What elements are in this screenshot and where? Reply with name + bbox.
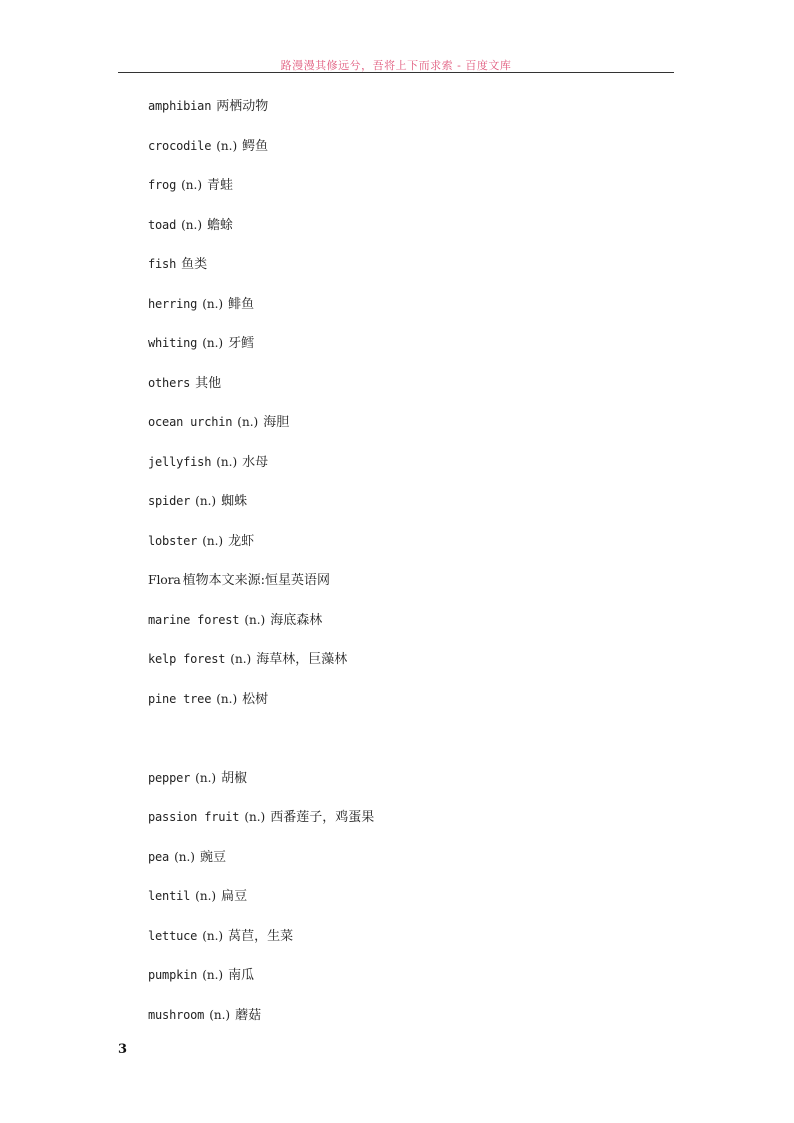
entry-meaning: 水母 (242, 454, 269, 470)
entry-word: jellyfish (148, 454, 212, 469)
entry-word: pine tree (148, 691, 212, 706)
entry-word: passion fruit (148, 810, 240, 824)
vocab-entry (148, 175, 668, 215)
entry-meaning: 南瓜 (228, 968, 255, 983)
entry-pos: (n.) (202, 533, 224, 548)
vocab-entry (148, 1005, 668, 1045)
entry-word: pepper (148, 770, 191, 785)
entry-meaning: 鱼类 (181, 257, 208, 272)
entry-word: amphibian (148, 99, 212, 113)
entry-word: lobster (148, 533, 198, 548)
entry-meaning: 龙虾 (228, 533, 255, 549)
entry-meaning: 蘑菇 (235, 1007, 262, 1023)
entry-meaning: 蜘蛛 (221, 494, 248, 509)
entry-word: fish (148, 257, 177, 271)
entry-pos: (n.) (202, 968, 224, 982)
entry-pos: (n.) (181, 178, 203, 192)
entry-word: pea (148, 849, 170, 864)
entry-word: pumpkin (148, 968, 198, 982)
entry-word: mushroom (148, 1007, 205, 1022)
entry-meaning: 莴苣，生菜 (228, 928, 294, 944)
vocab-entry (148, 333, 668, 373)
entry-meaning: 豌豆 (199, 849, 226, 865)
entry-pos: (n.) (174, 849, 195, 864)
entry-word: kelp forest (148, 652, 226, 666)
entry-word: toad (148, 217, 177, 232)
header-watermark-text: 路漫漫其修远兮，吾将上下而求索 - 百度文库 (280, 59, 512, 72)
vocab-entry (148, 886, 668, 926)
vocabulary-list (148, 96, 668, 1044)
entry-pos: (n.) (244, 810, 266, 824)
entry-pos: (n.) (237, 415, 259, 429)
entry-pos: (n.) (216, 691, 238, 706)
vocab-entry (148, 294, 668, 334)
entry-word: marine forest (148, 612, 240, 627)
entry-word: ocean urchin (148, 415, 233, 429)
entry-word: frog (148, 178, 177, 192)
entry-pos: (n.) (244, 612, 266, 627)
entry-meaning: 海草林，巨藻林 (256, 652, 348, 667)
vocab-entry (148, 531, 668, 571)
page-number: 3 (118, 1042, 128, 1057)
vocab-entry (148, 689, 668, 729)
vocab-entry (148, 965, 668, 1005)
vocab-entry (148, 96, 668, 136)
entry-pos: (n.) (216, 138, 238, 153)
vocab-entry (148, 610, 668, 650)
entry-meaning: 扁豆 (221, 889, 248, 904)
entry-meaning: 胡椒 (221, 770, 248, 786)
entry-meaning: 西番莲子，鸡蛋果 (270, 810, 375, 825)
entry-pos: (n.) (181, 217, 203, 232)
entry-meaning: 青蛙 (207, 178, 234, 193)
entry-word: lettuce (148, 928, 198, 943)
vocab-entry (148, 649, 668, 689)
entry-meaning: 两栖动物 (216, 99, 269, 114)
entry-meaning: 鳄鱼 (242, 138, 269, 154)
vocab-entry (148, 215, 668, 255)
entry-pos: (n.) (195, 770, 217, 785)
entry-meaning: 牙鳕 (228, 336, 255, 351)
vocab-entry (148, 768, 668, 808)
entry-word: lentil (148, 889, 191, 903)
entry-pos: (n.) (230, 652, 252, 666)
entry-pos: (n.) (216, 454, 238, 469)
entry-meaning: 其他 (195, 375, 222, 391)
vocab-entry (148, 491, 668, 531)
entry-word: crocodile (148, 138, 212, 153)
entry-pos: (n.) (195, 494, 217, 508)
vocab-entry (148, 412, 668, 452)
blank-line (148, 728, 668, 768)
vocab-entry (148, 570, 668, 610)
entry-meaning: 海胆 (263, 415, 290, 430)
entry-pos: (n.) (209, 1007, 231, 1022)
entry-word: herring (148, 296, 198, 311)
entry-word: others (148, 375, 191, 390)
entry-word: Flora (148, 572, 181, 587)
vocab-entry (148, 373, 668, 413)
entry-meaning: 植物本文来源:恒星英语网 (182, 573, 331, 588)
vocab-entry (148, 807, 668, 847)
vocab-entry (148, 926, 668, 966)
entry-pos: (n.) (202, 296, 224, 311)
entry-meaning: 蟾蜍 (207, 217, 234, 233)
page-header (118, 54, 674, 73)
vocab-entry (148, 254, 668, 294)
vocab-entry (148, 847, 668, 887)
vocab-entry (148, 452, 668, 492)
entry-pos: (n.) (202, 928, 224, 943)
entry-meaning: 松树 (242, 691, 269, 707)
entry-meaning: 鲱鱼 (228, 296, 255, 312)
vocab-entry (148, 136, 668, 176)
entry-word: spider (148, 494, 191, 508)
entry-word: whiting (148, 336, 198, 350)
entry-pos: (n.) (195, 889, 217, 903)
entry-pos: (n.) (202, 336, 224, 350)
entry-meaning: 海底森林 (270, 612, 323, 628)
